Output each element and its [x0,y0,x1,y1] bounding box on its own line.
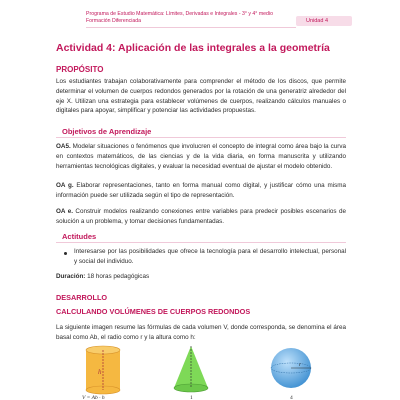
objectives-heading: Objetivos de Aprendizaje [62,127,152,136]
attitudes-heading: Actitudes [62,232,97,241]
objective-text: Elaborar representaciones, tanto en forma manual como digital, y justificar cómo una misma información puede ser utilizada según el tipo de representación. [56,182,346,199]
duration-line [56,272,346,282]
duration-value: 18 horas pedagógicas [85,273,150,280]
objective-text: Modelar situaciones o fenómenos que involucren el concepto de integral como área bajo la curva en contextos matemáticos, de las ciencias y de la vida diaria, en forma manuscrita y utilizando herramientas tecnológicas digitales, y evaluar la necesidad eventual de ajustar el modelo obtenido. [56,143,346,170]
objective-oae [56,207,346,227]
objective-oag [56,181,346,201]
development-heading: DESARROLLO [56,293,108,302]
objectives-rule [56,137,346,138]
objective-oa5 [56,142,346,171]
unit-badge [296,16,352,26]
attitudes-rule [56,242,346,243]
development-intro: La siguiente imagen resume las fórmulas de cada volumen V, donde corresponda, se denomina el área basal como Ab, el radio como r y la altura como h: [56,324,346,341]
cylinder-figure [80,344,130,400]
cylinder-h-label: h [98,368,102,376]
cone-formula: 1 [190,395,193,400]
objective-text: Construir modelos realizando conexiones entre variables para predecir posibles escenarios de solución a un problema, y tomar decisiones fundamentadas. [56,208,346,225]
duration-label: Duración: [56,273,86,280]
page-header [0,0,400,34]
formation-line: Formación Diferenciada [86,18,142,24]
objective-code: OA e. [56,208,73,215]
objective-code: OA g. [56,182,74,189]
cone-figure [166,344,216,400]
unit-badge-label: Unidad 4 [306,17,329,24]
program-line: Programa de Estudio Matemática: Límites, Derivadas e Integrales - 3° y 4° medio [86,11,273,17]
objective-code: OA5. [56,143,71,150]
sphere-formula: 4 [290,395,293,400]
page-title: Actividad 4: Aplicación de las integrales a la geometría [56,42,330,54]
sphere-r-label: r [299,362,302,368]
purpose-text: Los estudiantes trabajan colaborativamente para comprender el método de los discos, que permite determinar el volumen de cuerpos redondos generados por la rotación de una generatriz alrededor del eje X. Utilizan una estrategia para establecer volúmenes de cuerpos, realizando cálculos manuales o digitales para apoyar, simplificar y potenciar las actividades propuestas. [56,78,346,115]
sphere-figure [266,344,316,400]
bullet-icon [64,252,67,255]
header-left [0,0,290,34]
purpose-heading: PROPÓSITO [56,65,104,74]
development-subheading: CALCULANDO VOLÚMENES DE CUERPOS REDONDOS [56,307,251,316]
cylinder-formula: V = Ab · h [82,395,105,400]
header-rule [86,27,296,28]
attitude-item: Interesarse por las posibilidades que ofrece la tecnología para el desarrollo intelectual, personal y social del individuo. [74,248,346,265]
